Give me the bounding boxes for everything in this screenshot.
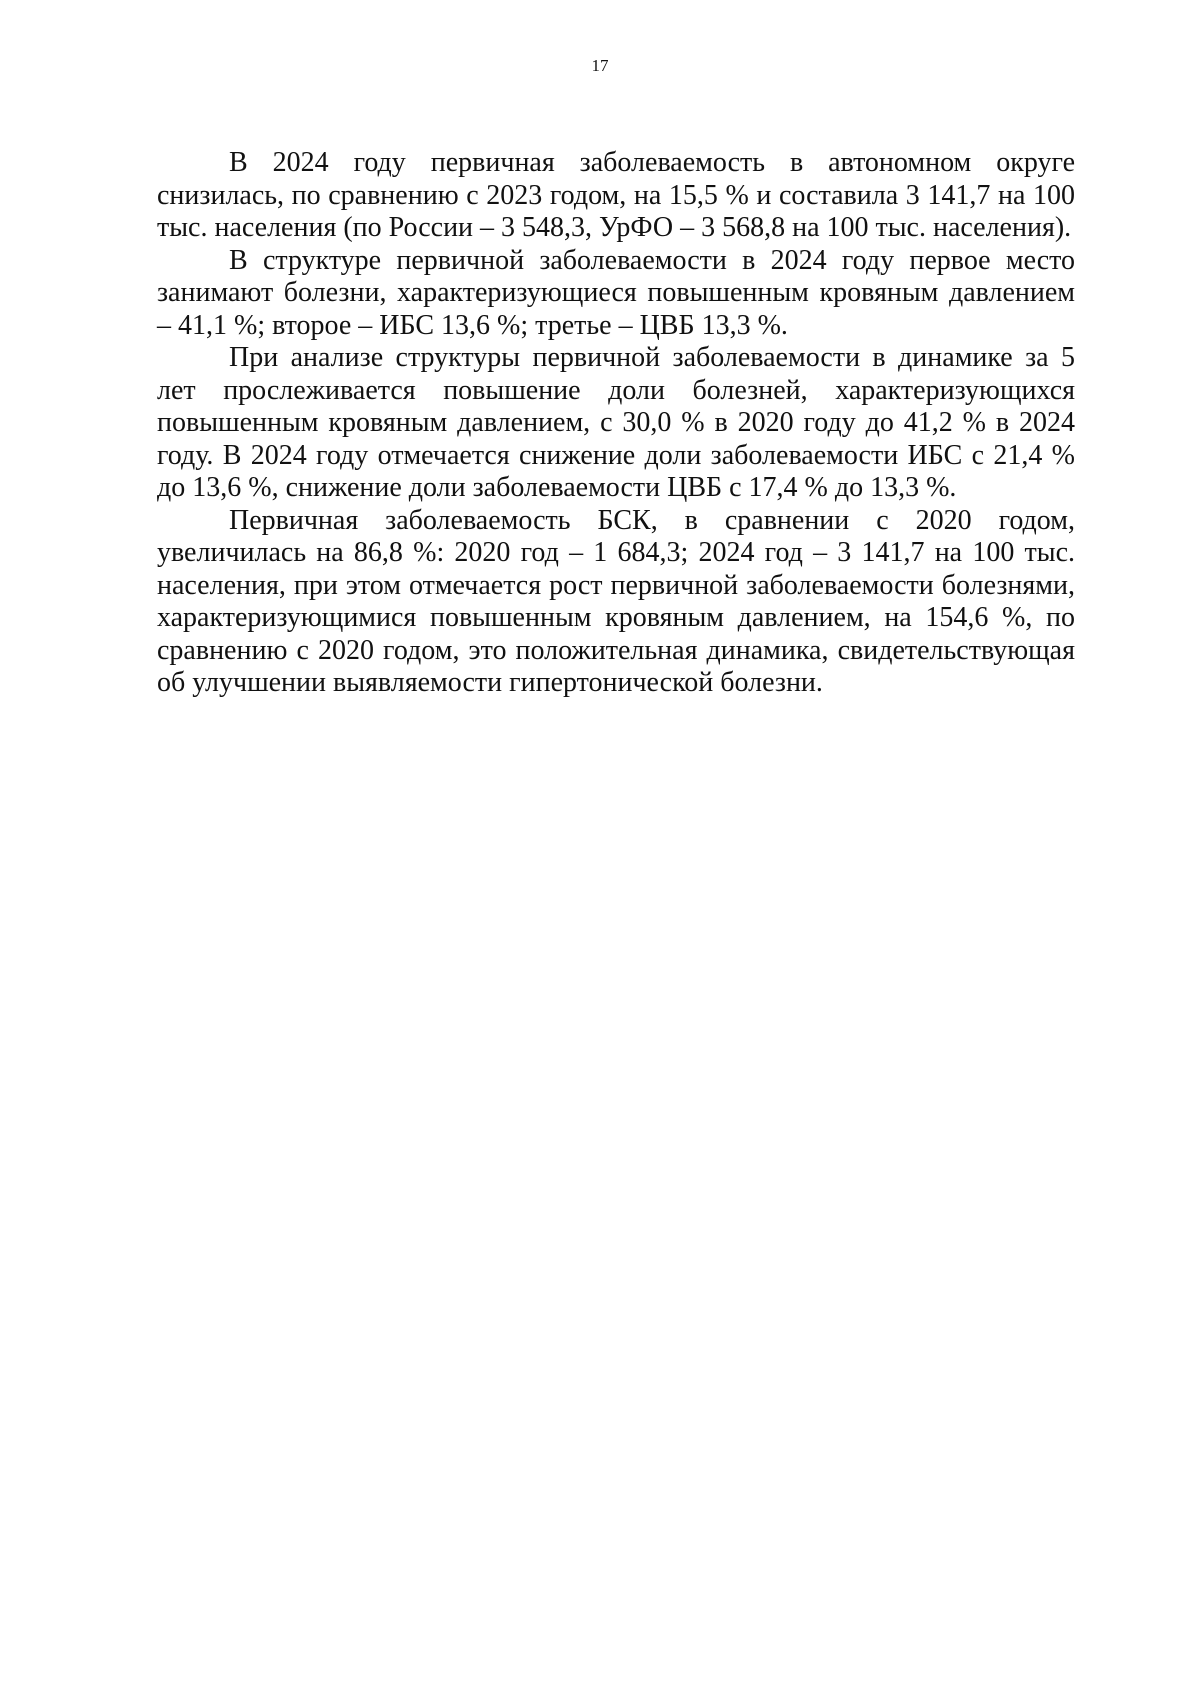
page-number: 17 [591, 56, 609, 75]
paragraph-five-year-dynamics: При анализе структуры первичной заболеваемости в динамике за 5 лет прослеживается повышение доли болезней, характеризующихся повышенным кровяным давлением, с 30,0 % в 2020 году до 41,2 % в 2024 году. В 2024 году отмечается снижение доли заболеваемости ИБС с 21,4 % до 13,6 %, снижение доли заболеваемости ЦВБ с 17,4 % до 13,3 %. [157, 342, 1075, 503]
document-body [157, 147, 1075, 700]
paragraph-primary-incidence-2024: В 2024 году первичная заболеваемость в автономном округе снизилась, по сравнению с 2023 годом, на 15,5 % и составила 3 141,7 на 100 тыс. населения (по России – 3 548,3, УрФО – 3 568,8 на 100 тыс. населения). [157, 147, 1075, 243]
paragraph-bsk-incidence: Первичная заболеваемость БСК, в сравнении с 2020 годом, увеличилась на 86,8 %: 2020 год – 1 684,3; 2024 год – 3 141,7 на 100 тыс. населения, при этом отмечается рост первичной заболеваемости болезнями, характеризующимися повышенным кровяным давлением, на 154,6 %, по сравнению с 2020 годом, это положительная динамика, свидетельствующая об улучшении выявляемости гипертонической болезни. [157, 504, 1075, 698]
paragraph-incidence-structure: В структуре первичной заболеваемости в 2024 году первое место занимают болезни, характеризующиеся повышенным кровяным давлением – 41,1 %; второе – ИБС 13,6 %; третье – ЦВБ 13,3 %. [157, 244, 1075, 341]
